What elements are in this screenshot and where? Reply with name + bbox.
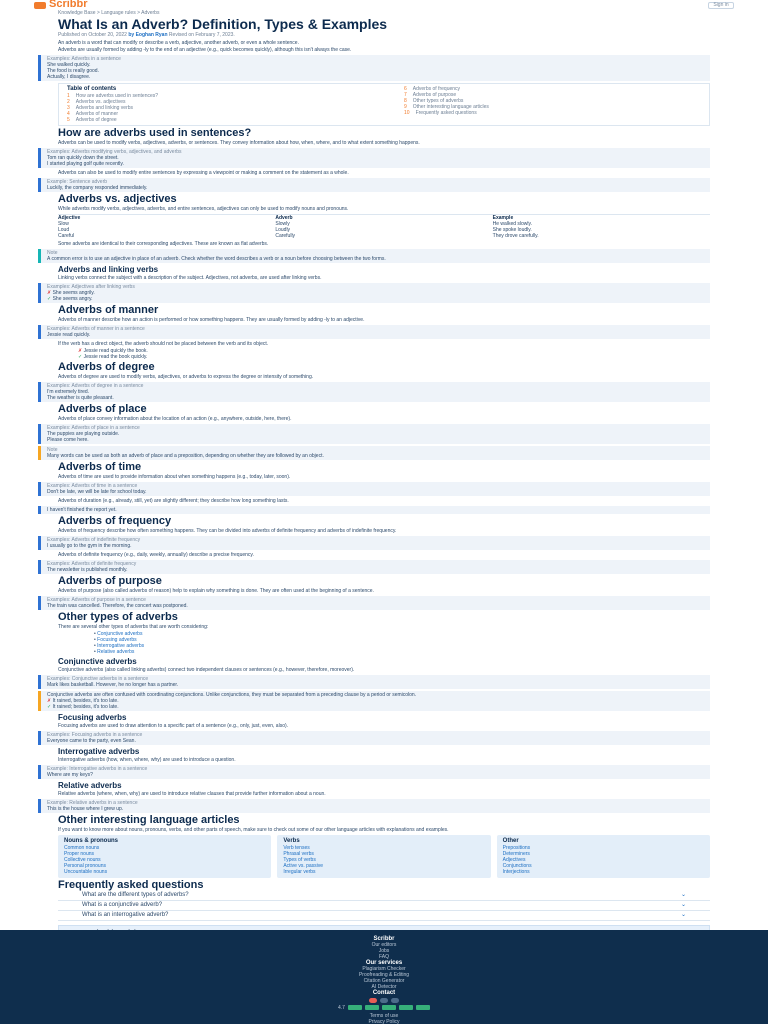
example-box: I haven't finished the report yet. xyxy=(38,506,710,514)
example-box: Examples: Adverbs of degree in a sentence I'm extremely tired. The weather is quite pleasant. xyxy=(38,382,710,402)
footer-link[interactable]: Proofreading & Editing xyxy=(358,972,410,978)
sign-in-button[interactable]: Sign in xyxy=(708,2,734,9)
toc-item[interactable]: 10 Frequently asked questions xyxy=(404,110,477,116)
section-heading: Focusing adverbs xyxy=(58,713,127,723)
section-heading: Adverbs of purpose xyxy=(58,575,162,588)
intro-paragraph-2: Adverbs are usually formed by adding -ly to the end of an adjective (e.g., quick becomes quickly), although this isn't always the case. xyxy=(58,47,352,53)
faq-item[interactable]: What is an interrogative adverb? ⌄ xyxy=(58,911,710,921)
article-link[interactable]: Active vs. passive xyxy=(283,863,324,870)
section-heading: Interrogative adverbs xyxy=(58,747,140,757)
linkedin-icon[interactable] xyxy=(391,998,399,1003)
article-body: What Is an Adverb? Definition, Types & Examples Published on October 20, 2022 by Eoghan Ryan Revised on February 7, 2023. An adverb is a word that can modify or describe a verb, adjective, another adverb, or even a whole sentence. Adverbs are usually formed by adding -ly to the end of an adjective (e.g., quick becomes quickly), although this isn't always the case. Examples: Adverbs in a sentence She walked quickly. The food is really good. Actually, I disagree. Table of contents 1 How are adverbs used in sentences? 2 Adverbs vs. adjectives 3 Adverbs and linking verbs 4 Adverbs of manner 5 Adverbs of degree 6 Adverbs of frequency 7 Adverbs of purpose 8 Other types of adverbs 9 Other interesting language articles 10 Frequently asked questions How are adverbs used in sentences? Adverbs can be used to modify verbs, adjectives, adverbs, or sentences. They convey information about how, when, where, and to what extent something happens. Examples: Adverbs modifying verbs, adjectives, and adverbs Tom ran quickly down the street. I started playing golf quite recently. Adverbs can also be used to modify entire sentences by expressing a viewpoint or making a comment on the statement as a whole. Example: Sentence adverb Luckily, the company responded immediately. Adverbs vs. adjectives While adverbs modify verbs, adjectives, adverbs, and entire sentences, adjectives can only be used to modify nouns and pronouns. Adjective Adverb Example Slow Slowly He walked slowly. Loud Loudly She spoke loudly. Careful Carefully They drove carefully. Some adverbs are identical to their corresponding adjectives. These are known as flat adverbs. Note A common error is to use an adjective in place of an adverb. Check whether the word describes a verb or a noun before choosing between the two forms. Adverbs and linking verbs Linking verbs connect the subject with a description of the subject. Adjectives, not adverbs, are used after linking verbs. Examples: Adjectives after linking verbs ✗ She seems angrily. ✓ She seems angry. Adverbs of manner Adverbs of manner describe how an action is performed or how something happens. They are usually formed by adding -ly to an adjective. Examples: Adverbs of manner in a sentence Jessie read quickly. If the verb has a direct object, the adverb should not be placed between the verb and its object. ✗ Jessie read quickly the book. ✓ Jessie read the book quickly. Adverbs of degree Adverbs of degree are used to modify verbs, adjectives, or adverbs to express the degree or intensity of something. Examples: Adverbs of degree in a sentence I'm extremely tired. The weather is quite pleasant. Adverbs of place Adverbs of place convey information about the location of an action (e.g., anywhere, outside, here, there). Examples: Adverbs of place in a sentence The puppies are playing outside. Please come here. Note Many words can be used as both an adverb of place and a preposition, depending on whether they are followed by an object. Adverbs of time Adverbs of time are used to provide information about when something happens (e.g., today, later, soon). Examples: Adverbs of time in a sentence Don't be late, we will be late for school today. Adverbs of duration (e.g., already, still, yet) are slightly different; they describe how long something lasts. I haven't finished the report yet. Adverbs of frequency Adverbs of frequency describe how often something happens. They can be divided into adverbs of definite frequency and adverbs of indefinite frequency. Examples: Adverbs of indefinite frequency I usually go to the gym in the morning. Adverbs of definite frequency (e.g., daily, weekly, annually) describe a precise frequency. Examples: Adverbs of definite frequency The newsletter is published monthly. Adverbs of purpose Adverbs of purpose (also called adverbs of reason) help to explain why something is done. They are often used at the beginning of a sentence. Examples: Adverbs of purpose in a sentence The train was cancelled. Therefore, the concert was postponed. Other types of adverbs There are several other types of adverbs that are worth considering: • Conjunctive adverbs • Focusing adverbs • Interrogative adverbs • Relative adverbs Conjunctive adverbs Conjunctive adverbs (also called linking adverbs) connect two independent clauses or sentences (e.g., however, therefore, moreover). Examples: Conjunctive adverbs in a sentence Mark likes basketball. However, he no longer has a partner. Conjunctive adverbs are often confused with coordinating conjunctions. Unlike conjunctions, they must be separated from a preceding clause by a period or semicolon. ✗ It rained, besides, it's too late. ✓ It rained; besides, it's too late. Focusing adverbs Focusing adverbs are used to draw attention to a specific part of a sentence (e.g., only, just, even, also). Examples: Focusing adverbs in a sentence Everyone came to the party, even Sean. Interrogative adverbs Interrogative adverbs (how, when, where, why) are used to introduce a question. Example: Interrogative adverbs in a sentence Where are my keys? Relative adverbs Relative adverbs (where, when, why) are used to introduce relative clauses that provide further information about a noun. Example: Relative adverbs in a sentence This is the house where I grew up. Other interesting language articles If you want to know more about nouns, pronouns, verbs, and other parts of speech, make sure to check out some of our other language articles with explanations and examples. Nouns & pronouns Common nouns Proper nouns Collective nouns Personal pronouns Uncountable nouns Verbs Verb tenses Phrasal verbs Types of verbs Active vs. passive Irregular verbs Other Prepositions Determiners Adjectives Conjunctions Interjections Frequently asked questions What are the different types of adverbs? ⌄ What is a conjunctive adverb? ⌄ What is an interrogative adverb? ⌄ xyxy=(0,17,768,1017)
article-link[interactable]: Verb tenses xyxy=(283,845,310,852)
facebook-icon[interactable] xyxy=(380,998,388,1003)
table-row: Loud Loudly She spoke loudly. xyxy=(58,227,532,234)
toc-item[interactable]: 3 Adverbs and linking verbs xyxy=(67,105,134,112)
social-links xyxy=(0,998,768,1003)
toc-item[interactable]: 8 Other types of adverbs xyxy=(404,98,464,104)
example-box: Examples: Focusing adverbs in a sentence Everyone came to the party, even Sean. xyxy=(38,731,710,745)
footer-link[interactable]: Privacy Policy xyxy=(368,1019,400,1024)
list-item[interactable]: • Interrogative adverbs xyxy=(58,643,710,649)
footer-link[interactable]: FAQ xyxy=(378,954,389,960)
footer-brand[interactable]: Scribbr xyxy=(373,936,395,942)
example-box: Examples: Adverbs of manner in a sentence Jessie read quickly. xyxy=(38,325,710,339)
toc-item[interactable]: 4 Adverbs of manner xyxy=(67,111,119,118)
chevron-down-icon: ⌄ xyxy=(680,892,686,899)
intro-paragraph-1: An adverb is a word that can modify or describe a verb, adjective, another adverb, or even a whole sentence. xyxy=(58,40,299,46)
article-meta: Published on October 20, 2022 by Eoghan Ryan Revised on February 7, 2023. xyxy=(58,32,235,38)
chevron-down-icon: ⌄ xyxy=(680,902,686,909)
example-box: Example: Sentence adverb Luckily, the company responded immediately. xyxy=(38,178,710,192)
breadcrumb[interactable]: Knowledge Base > Language rules > Adverbs xyxy=(58,10,160,16)
toc-item[interactable]: 5 Adverbs of degree xyxy=(67,117,117,124)
article-link[interactable]: Irregular verbs xyxy=(283,869,316,876)
trustpilot-rating: 4.7 xyxy=(0,1005,768,1011)
incorrect-icon: ✗ xyxy=(47,698,53,705)
example-box: Examples: Conjunctive adverbs in a sentence Mark likes basketball. However, he no longer has a partner. xyxy=(38,675,710,689)
table-row: Slow Slowly He walked slowly. xyxy=(58,221,533,228)
star-icon xyxy=(348,1005,362,1010)
table-row: Careful Carefully They drove carefully. xyxy=(58,233,539,240)
list-item[interactable]: • Relative adverbs xyxy=(58,649,710,655)
list-item[interactable]: • Conjunctive adverbs xyxy=(58,631,710,637)
article-link[interactable]: Prepositions xyxy=(502,845,531,852)
intro-examples: Examples: Adverbs in a sentence She walked quickly. The food is really good. Actually, I disagree. xyxy=(38,55,710,81)
article-link[interactable]: Uncountable nouns xyxy=(64,869,108,876)
incorrect-icon: ✗ xyxy=(47,290,53,297)
adjective-adverb-table xyxy=(58,214,710,239)
footer-link[interactable]: Our editors xyxy=(371,942,397,948)
correct-icon: ✓ xyxy=(78,354,84,361)
page-title: What Is an Adverb? Definition, Types & Examples xyxy=(58,16,388,32)
note-box: Note A common error is to use an adjective in place of an adverb. Check whether the word describes a verb or a noun before choosing between the two forms. xyxy=(38,249,710,263)
toc-item[interactable]: 9 Other interesting language articles xyxy=(404,104,489,110)
footer: Scribbr Our editors Jobs FAQ Our services Plagiarism Checker Proofreading & Editing Citation Generator AI Detector Contact 4.7 Terms of use Privacy Policy xyxy=(0,930,768,1024)
article-link[interactable]: Adjectives xyxy=(502,857,526,864)
section-heading: How are adverbs used in sentences? xyxy=(58,127,252,140)
note-box: Note Many words can be used as both an adverb of place and a preposition, depending on whether they are followed by an object. xyxy=(38,446,710,460)
section-heading: Adverbs vs. adjectives xyxy=(58,193,177,206)
example-box: Example: Relative adverbs in a sentence This is the house where I grew up. xyxy=(38,799,710,813)
article-link[interactable]: Phrasal verbs xyxy=(283,851,314,858)
correct-icon: ✓ xyxy=(47,296,53,303)
example-box: Examples: Adverbs of place in a sentence The puppies are playing outside. Please come here. xyxy=(38,424,710,444)
section-heading: Other types of adverbs xyxy=(58,611,178,624)
article-link[interactable]: Personal pronouns xyxy=(64,863,106,870)
example-box: Examples: Adverbs of indefinite frequency I usually go to the gym in the morning. xyxy=(38,536,710,550)
section-heading: Adverbs of place xyxy=(58,403,147,416)
article-link[interactable]: Interjections xyxy=(502,869,530,876)
nouns-box: Nouns & pronouns Common nouns Proper nouns Collective nouns Personal pronouns Uncountable nouns xyxy=(58,835,271,878)
scribbr-logo-icon xyxy=(34,2,46,9)
footer-link[interactable]: AI Detector xyxy=(371,984,397,990)
example-box: Example: Interrogative adverbs in a sentence Where are my keys? xyxy=(38,765,710,779)
section-heading: Adverbs and linking verbs xyxy=(58,265,159,275)
section-heading: Adverbs of manner xyxy=(58,304,159,317)
article-link[interactable]: Proper nouns xyxy=(64,851,95,858)
section-heading: Relative adverbs xyxy=(58,781,122,791)
faq-item[interactable]: What are the different types of adverbs? ⌄ xyxy=(58,891,710,901)
footer-link[interactable]: Jobs xyxy=(378,948,390,954)
article-link[interactable]: Determiners xyxy=(502,851,530,858)
other-box: Other Prepositions Determiners Adjectives Conjunctions Interjections xyxy=(497,835,710,878)
chevron-down-icon: ⌄ xyxy=(680,912,686,919)
toc-item[interactable]: 2 Adverbs vs. adjectives xyxy=(67,99,126,106)
table-of-contents: Table of contents 1 How are adverbs used in sentences? 2 Adverbs vs. adjectives 3 Adverbs and linking verbs 4 Adverbs of manner 5 Adverbs of degree 6 Adverbs of frequency 7 Adverbs of purpose 8 Other types of adverbs 9 Other interesting language articles 10 Frequently asked questions xyxy=(58,83,710,126)
article-link[interactable]: Types of verbs xyxy=(283,857,316,864)
section-heading: Adverbs of degree xyxy=(58,361,155,374)
section-heading: Conjunctive adverbs xyxy=(58,657,137,667)
section-heading: Adverbs of time xyxy=(58,461,142,474)
example-box: Examples: Adverbs modifying verbs, adjectives, and adverbs Tom ran quickly down the street. I started playing golf quite recently. xyxy=(38,148,710,168)
verbs-box: Verbs Verb tenses Phrasal verbs Types of verbs Active vs. passive Irregular verbs xyxy=(277,835,490,878)
star-icon xyxy=(365,1005,379,1010)
faq-item[interactable]: What is a conjunctive adverb? ⌄ xyxy=(58,901,710,911)
star-icon xyxy=(382,1005,396,1010)
footer-link[interactable]: Citation Generator xyxy=(363,978,405,984)
article-link[interactable]: Collective nouns xyxy=(64,857,101,864)
correct-icon: ✓ xyxy=(47,704,53,711)
list-item[interactable]: • Focusing adverbs xyxy=(58,637,710,643)
related-articles-boxes xyxy=(58,835,710,878)
brand-name: Scribbr xyxy=(49,0,88,11)
table-row: Adjective Adverb Example xyxy=(58,215,514,222)
toc-item[interactable]: 6 Adverbs of frequency xyxy=(404,86,461,92)
section-heading: Other interesting language articles xyxy=(58,814,240,827)
article-link[interactable]: Common nouns xyxy=(64,845,100,852)
example-box: Examples: Adjectives after linking verbs ✗ She seems angrily. ✓ She seems angry. xyxy=(38,283,710,303)
toc-item[interactable]: 1 How are adverbs used in sentences? xyxy=(67,93,159,100)
toc-item[interactable]: 7 Adverbs of purpose xyxy=(404,92,457,98)
top-bar xyxy=(0,0,768,10)
example-box: Examples: Adverbs of time in a sentence Don't be late, we will be late for school today. xyxy=(38,482,710,496)
article-link[interactable]: Conjunctions xyxy=(502,863,532,870)
faq-heading: Frequently asked questions xyxy=(58,879,204,892)
star-icon xyxy=(416,1005,430,1010)
author-link[interactable]: by Eoghan Ryan xyxy=(128,32,168,38)
example-box: Examples: Adverbs of definite frequency The newsletter is published monthly. xyxy=(38,560,710,574)
footer-link[interactable]: Plagiarism Checker xyxy=(362,966,406,972)
footer-link[interactable]: Terms of use xyxy=(369,1013,399,1019)
star-icon xyxy=(399,1005,413,1010)
youtube-icon[interactable] xyxy=(369,998,377,1003)
note-box: Conjunctive adverbs are often confused with coordinating conjunctions. Unlike conjunctions, they must be separated from a preceding clause by a period or semicolon. ✗ It rained, besides, it's too late. ✓ It rained; besides, it's too late. xyxy=(38,691,710,711)
section-heading: Adverbs of frequency xyxy=(58,515,172,528)
example-box: Examples: Adverbs of purpose in a sentence The train was cancelled. Therefore, the concert was postponed. xyxy=(38,596,710,610)
incorrect-icon: ✗ xyxy=(78,348,84,355)
